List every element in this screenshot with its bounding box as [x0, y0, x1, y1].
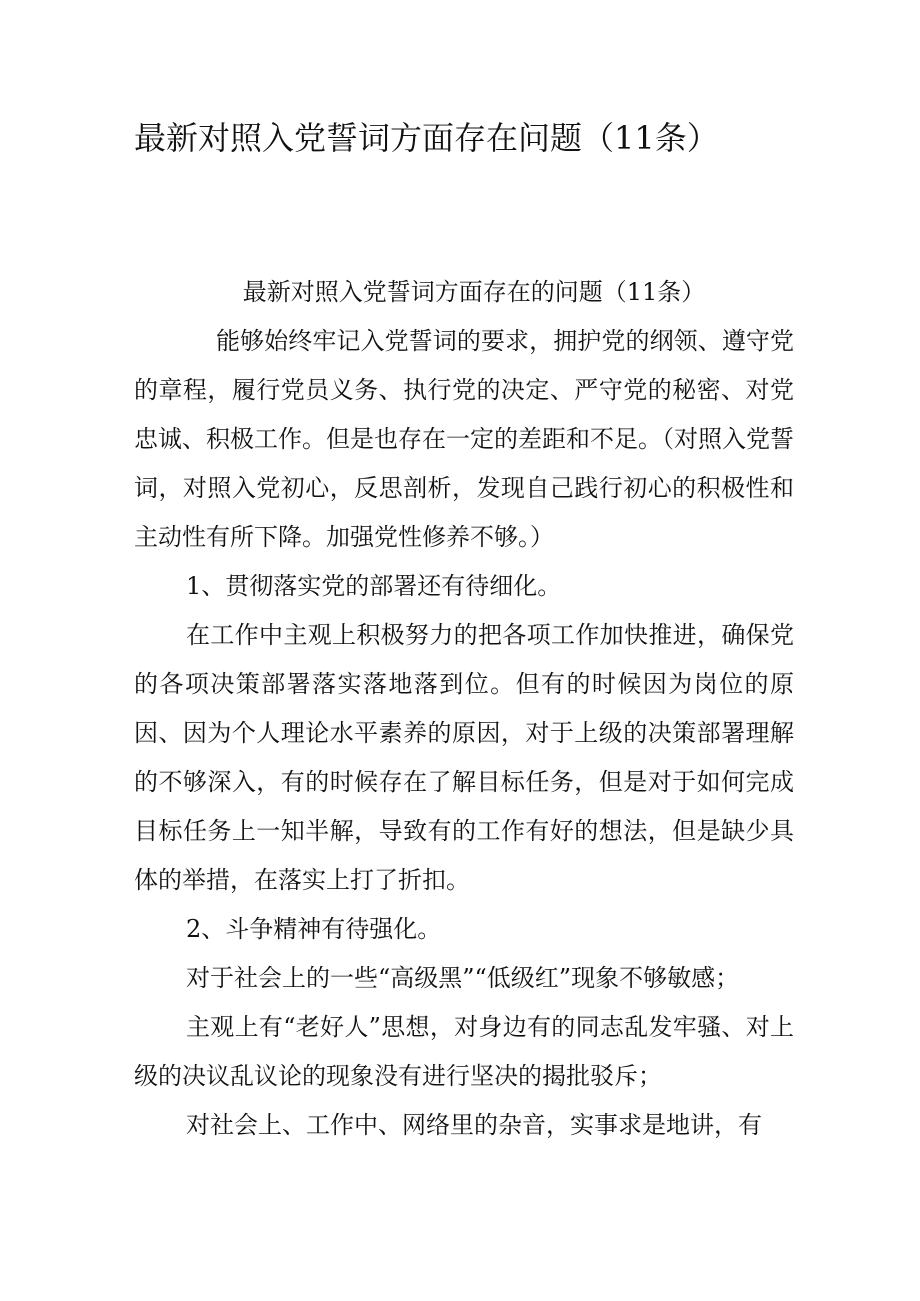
item-paragraph: 在工作中主观上积极努力的把各项工作加快推进，确保党的各项决策部署落实落地落到位。但有的时候因为岗位的原因、因为个人理论水平素养的原因，对于上级的决策部署理解的不够深入，有的时候存在了解目标任务，但是对于如何完成目标任务上一知半解，导致有的工作有好的想法，但是缺少具体的举措，在落实上打了折扣。: [134, 621, 794, 894]
document-subtitle: 最新对照入党誓词方面存在的问题（11条）: [242, 278, 706, 306]
item-heading: 2、斗争精神有待强化。: [186, 915, 442, 943]
document-body: [134, 268, 794, 1150]
intro-paragraph: 能够始终牢记入党誓词的要求，拥护党的纲领、遵守党的章程，履行党员义务、执行党的决定、严守党的秘密、对党忠诚、积极工作。但是也存在一定的差距和不足。（对照入党誓词，对照入党初心，反思剖析，发现自己践行初心的积极性和主动性有所下降。加强党性修养不够。）: [134, 327, 794, 551]
item-paragraph: 对社会上、工作中、网络里的杂音，实事求是地讲，有: [186, 1111, 762, 1139]
document-title: 最新对照入党誓词方面存在问题（11条）: [134, 119, 719, 157]
item-paragraph: 对于社会上的一些“高级黑”“低级红”现象不够敏感；: [186, 964, 740, 992]
item-paragraph: 主观上有“老好人”思想，对身边有的同志乱发牢骚、对上级的决议乱议论的现象没有进行坚决的揭批驳斥；: [134, 1013, 794, 1090]
item-heading: 1、贯彻落实党的部署还有待细化。: [186, 572, 562, 600]
